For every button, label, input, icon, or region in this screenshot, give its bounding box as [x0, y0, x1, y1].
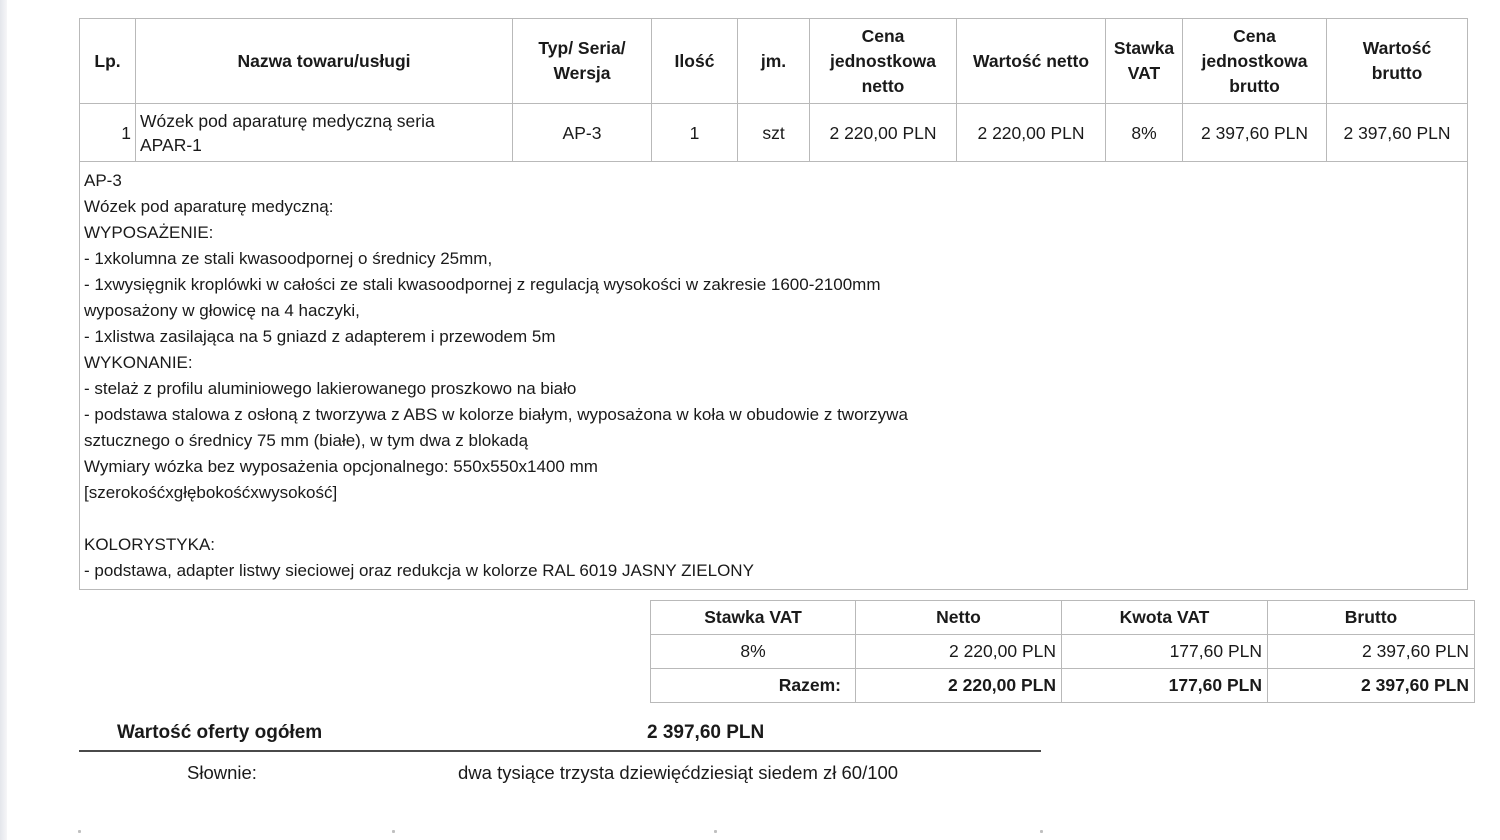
description-line: WYKONANIE:	[84, 353, 193, 372]
header-type: Typ/ Seria/ Wersja	[513, 19, 652, 104]
description-line: Wózek pod aparaturę medyczną:	[84, 197, 334, 216]
description-line: [szerokośćxgłębokośćxwysokość]	[84, 483, 338, 502]
vat-row-rate: 8%	[651, 635, 856, 669]
vat-row-gross: 2 397,60 PLN	[1268, 635, 1475, 669]
row-name: Wózek pod aparaturę medyczną seria APAR-1	[136, 104, 513, 162]
description-line: Wymiary wózka bez wyposażenia opcjonalnego: 550x550x1400 mm	[84, 457, 598, 476]
header-qty: Ilość	[652, 19, 738, 104]
description-line: - 1xlistwa zasilająca na 5 gniazd z adapterem i przewodem 5m	[84, 327, 556, 346]
description-line: WYPOSAŻENIE:	[84, 223, 214, 242]
description-line: - stelaż z profilu aluminiowego lakierowanego proszkowo na biało	[84, 379, 577, 398]
description-line: - 1xkolumna ze stali kwasoodpornej o średnicy 25mm,	[84, 249, 493, 268]
description-row	[80, 162, 1468, 590]
table-row	[80, 104, 1468, 162]
header-net-value: Wartość netto	[957, 19, 1106, 104]
vat-header-net: Netto	[856, 601, 1062, 635]
scan-mark	[714, 830, 717, 833]
row-unit-gross: 2 397,60 PLN	[1183, 104, 1327, 162]
header-vat-rate: Stawka VAT	[1106, 19, 1183, 104]
row-type: AP-3	[513, 104, 652, 162]
vat-row-net: 2 220,00 PLN	[856, 635, 1062, 669]
description-line: sztucznego o średnicy 75 mm (białe), w tym dwa z blokadą	[84, 431, 529, 450]
row-gross-value: 2 397,60 PLN	[1327, 104, 1468, 162]
offer-total-label: Wartość oferty ogółem	[117, 722, 323, 743]
header-lp: Lp.	[80, 19, 136, 104]
table-row	[651, 635, 1475, 669]
row-unit: szt	[738, 104, 810, 162]
vat-total-gross: 2 397,60 PLN	[1268, 669, 1475, 703]
items-table	[79, 18, 1468, 590]
row-vat-rate: 8%	[1106, 104, 1183, 162]
offer-total-value: 2 397,60 PLN	[647, 722, 765, 743]
description-line: - podstawa, adapter listwy sieciowej oraz redukcja w kolorze RAL 6019 JASNY ZIELONY	[84, 561, 754, 580]
page-bottom-marks	[0, 826, 1500, 840]
items-header-row	[80, 19, 1468, 104]
description-line: - podstawa stalowa z osłoną z tworzywa z ABS w kolorze białym, wyposażona w koła w obudowie z tworzywa	[84, 405, 908, 424]
header-gross-value: Wartość brutto	[1327, 19, 1468, 104]
header-name: Nazwa towaru/usługi	[136, 19, 513, 104]
row-lp: 1	[80, 104, 136, 162]
amount-in-words-label: Słownie:	[187, 762, 257, 783]
description-line: - 1xwysięgnik kroplówki w całości ze stali kwasoodpornej z regulacją wysokości w zakresie 1600-2100mm	[84, 275, 881, 294]
page-left-edge	[0, 0, 7, 840]
scan-mark	[78, 830, 81, 833]
row-net-value: 2 220,00 PLN	[957, 104, 1106, 162]
offer-total-divider	[79, 750, 1041, 752]
vat-total-row	[651, 669, 1475, 703]
row-qty: 1	[652, 104, 738, 162]
item-description	[80, 162, 1468, 590]
header-unit-gross: Cena jednostkowa brutto	[1183, 19, 1327, 104]
vat-total-net: 2 220,00 PLN	[856, 669, 1062, 703]
vat-header-row	[651, 601, 1475, 635]
description-line: KOLORYSTYKA:	[84, 535, 216, 554]
description-line	[84, 506, 1463, 532]
row-unit-net: 2 220,00 PLN	[810, 104, 957, 162]
vat-row-amount: 177,60 PLN	[1062, 635, 1268, 669]
description-line: wyposażony w głowicę na 4 haczyki,	[84, 301, 360, 320]
vat-summary-table	[650, 600, 1475, 703]
header-unit: jm.	[738, 19, 810, 104]
scan-mark	[392, 830, 395, 833]
vat-header-rate: Stawka VAT	[651, 601, 856, 635]
vat-header-amount: Kwota VAT	[1062, 601, 1268, 635]
vat-total-amount: 177,60 PLN	[1062, 669, 1268, 703]
amount-in-words-value: dwa tysiące trzysta dziewięćdziesiąt siedem zł 60/100	[458, 762, 899, 783]
description-line: AP-3	[84, 171, 122, 190]
vat-header-gross: Brutto	[1268, 601, 1475, 635]
vat-total-label: Razem:	[651, 669, 856, 703]
header-unit-net: Cena jednostkowa netto	[810, 19, 957, 104]
scan-mark	[1040, 830, 1043, 833]
